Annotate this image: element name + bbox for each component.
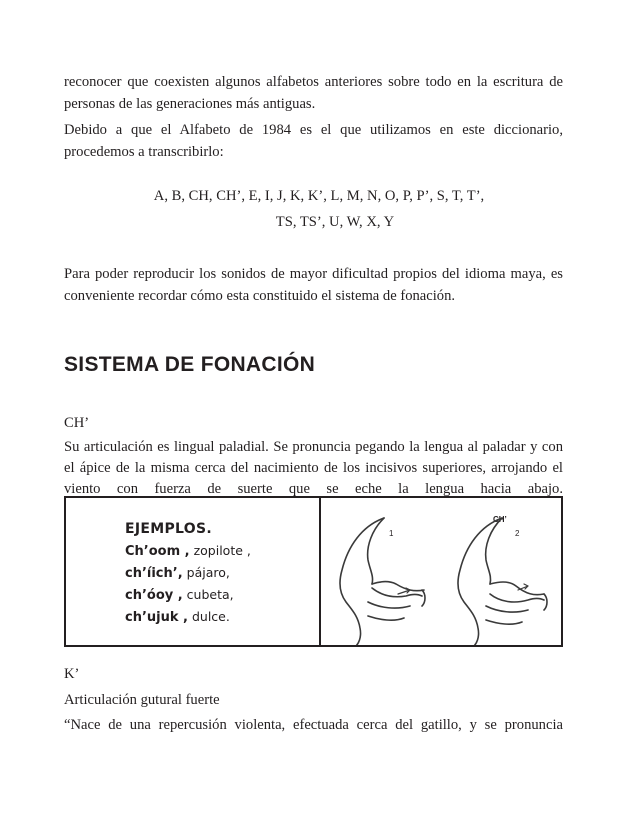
example-gloss: zopilote , [189,543,251,558]
head-profile-2 [458,518,547,645]
k-label: K’ [64,666,80,682]
figure-label-2: 2 [515,529,520,538]
example-item [125,562,251,584]
example-gloss: pájaro, [182,565,230,580]
example-word: Ch’oom , [125,544,190,559]
intro-paragraph-2: Debido a que el Alfabeto de 1984 es el que utilizamos en este diccionario, procedemos a transcribirlo: [64,122,563,160]
example-gloss: cubeta, [182,587,234,602]
phonation-intro-paragraph: Para poder reproducir los sonidos de mayor dificultad propios del idioma maya, es conveniente recordar cómo esta constituido el sistema de fonación. [64,266,563,304]
ch-description-line-1: Su articulación es lingual paladial. Se pronuncia pegando la lengua al paladar y con [64,439,563,455]
alphabet-line-2-text: TS, TS’, U, W, X, Y [275,214,395,230]
example-item [125,540,251,562]
mouth-articulation-figure [322,498,561,645]
box-divider [319,498,321,645]
example-item [125,584,251,606]
example-item [125,606,251,628]
alphabet-line-1 [0,186,638,208]
ch-description-line-2: el ápice de la misma cerca del nacimiento de los incisivos superiores, arrojando el [64,460,563,476]
examples-box [64,496,563,647]
example-gloss: dulce. [187,609,230,624]
figure-label-1: 1 [389,529,394,538]
example-word: ch’ujuk , [125,610,188,625]
intro-paragraph-1: reconocer que coexisten algunos alfabetos anteriores sobre todo en la escritura de personas de las generaciones más antiguas. [64,74,563,112]
examples-title: EJEMPLOS. [125,521,212,537]
example-word: ch’óoy , [125,588,183,603]
k-quote: “Nace de una repercusión violenta, efectuada cerca del gatillo, y se pronuncia [64,717,563,733]
alphabet-line-1-text: A, B, CH, CH’, E, I, J, K, K’, L, M, N, O, P, P’, S, T, T’, [153,188,485,204]
alphabet-line-2 [0,212,638,234]
ch-label: CH’ [64,415,90,431]
ch-description-line-3: viento con fuerza de suerte que se eche la lengua hacia abajo. [64,481,563,497]
examples-list [125,519,251,628]
head-profile-1 [340,518,425,645]
section-heading: SISTEMA DE FONACIÓN [64,353,316,376]
articulation-illustration [322,498,561,645]
k-description: Articulación gutural fuerte [64,692,220,708]
figure-caption: CH’ [493,515,507,524]
example-word: ch’íich’, [125,566,183,581]
